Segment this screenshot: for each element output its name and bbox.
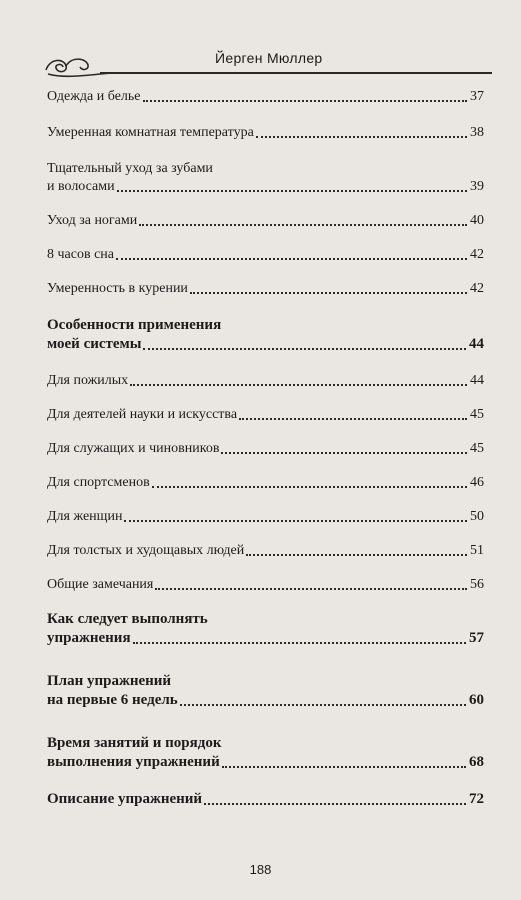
dot-leader	[143, 100, 467, 102]
toc-entry-title: Уход за ногами	[47, 213, 138, 228]
toc-entry	[47, 246, 484, 264]
toc-entry-title: Умеренная комнатная температура	[47, 125, 254, 140]
page-number: 188	[249, 862, 272, 877]
toc-entry-title: 8 часов сна	[47, 247, 114, 262]
toc-entry-title: План упражнений	[47, 673, 172, 689]
toc-entry-page: 56	[470, 577, 484, 592]
dot-leader	[143, 348, 466, 350]
dot-leader	[239, 418, 467, 420]
toc-entry	[47, 212, 484, 230]
toc-entry-title: Для служащих и чиновников	[47, 441, 220, 456]
toc-entry	[47, 542, 484, 560]
toc-entry	[47, 124, 484, 142]
toc-entry	[47, 734, 484, 772]
dot-leader	[221, 452, 467, 454]
running-header-author: Йерген Мюллер	[215, 50, 323, 66]
toc-entry-title: Для толстых и худощавых людей	[47, 543, 245, 558]
toc-entry-page: 46	[470, 475, 484, 490]
dot-leader	[204, 803, 466, 805]
dot-leader	[130, 384, 467, 386]
toc-entry-page: 44	[470, 373, 484, 388]
toc-entry	[47, 406, 484, 424]
toc-entry-page: 57	[469, 630, 484, 646]
dot-leader	[139, 224, 467, 226]
toc-entry-title: моей системы	[47, 336, 142, 352]
toc-entry-title: Умеренность в курении	[47, 281, 188, 296]
dot-leader	[180, 704, 466, 706]
toc-entry	[47, 160, 484, 196]
toc-entry-title: на первые 6 недель	[47, 692, 178, 708]
dot-leader	[116, 258, 467, 260]
toc-entry-page: 37	[470, 89, 484, 104]
dot-leader	[152, 486, 467, 488]
dot-leader	[246, 554, 467, 556]
toc-entry-page: 45	[470, 407, 484, 422]
toc-entry	[47, 316, 484, 354]
toc-entry	[47, 474, 484, 492]
toc-entry-title: Одежда и белье	[47, 89, 141, 104]
toc-entry	[47, 610, 484, 648]
toc-entry-page: 42	[470, 247, 484, 262]
toc-entry-page: 45	[470, 441, 484, 456]
toc-entry-page: 40	[470, 213, 484, 228]
toc-entry-title: Особенности применения	[47, 317, 222, 333]
toc-entry-title: Для спортсменов	[47, 475, 150, 490]
header-rule	[100, 72, 492, 74]
toc-entry-title: Общие замечания	[47, 577, 154, 592]
toc-entry	[47, 280, 484, 298]
dot-leader	[117, 190, 467, 192]
toc-entry-page: 51	[470, 543, 484, 558]
toc-entry	[47, 576, 484, 594]
toc-entry	[47, 88, 484, 106]
toc-entry-title: Описание упражнений	[47, 791, 203, 807]
toc-entry	[47, 372, 484, 390]
running-header	[0, 0, 521, 80]
toc-entry-title: Тщательный уход за зубами	[47, 161, 213, 176]
toc-entry-title: и волосами	[47, 179, 115, 194]
toc-entry-page: 38	[470, 125, 484, 140]
toc-entry-page: 60	[469, 692, 484, 708]
dot-leader	[190, 292, 467, 294]
toc-entry	[47, 790, 484, 809]
dot-leader	[155, 588, 467, 590]
dot-leader	[222, 766, 466, 768]
toc-entry-page: 68	[469, 754, 484, 770]
toc-entry-title: Для пожилых	[47, 373, 129, 388]
toc-entry-title: Для деятелей науки и искусства	[47, 407, 238, 422]
toc-entry	[47, 440, 484, 458]
ornament-icon	[42, 52, 112, 80]
dot-leader	[256, 136, 467, 138]
toc-entry-title: Для женщин	[47, 509, 123, 524]
toc-entry-title: упражнения	[47, 630, 131, 646]
toc-entry	[47, 672, 484, 710]
toc-entry-title: Как следует выполнять	[47, 611, 208, 627]
dot-leader	[124, 520, 467, 522]
toc-entry-page: 50	[470, 509, 484, 524]
toc-entry-page: 42	[470, 281, 484, 296]
toc-entry-page: 44	[469, 336, 484, 352]
toc-entry	[47, 508, 484, 526]
toc-entry-title: Время занятий и порядок	[47, 735, 222, 751]
toc-entry-page: 39	[470, 179, 484, 194]
toc-entry-title: выполнения упражнений	[47, 754, 220, 770]
dot-leader	[133, 642, 466, 644]
toc-entry-page: 72	[469, 791, 484, 807]
